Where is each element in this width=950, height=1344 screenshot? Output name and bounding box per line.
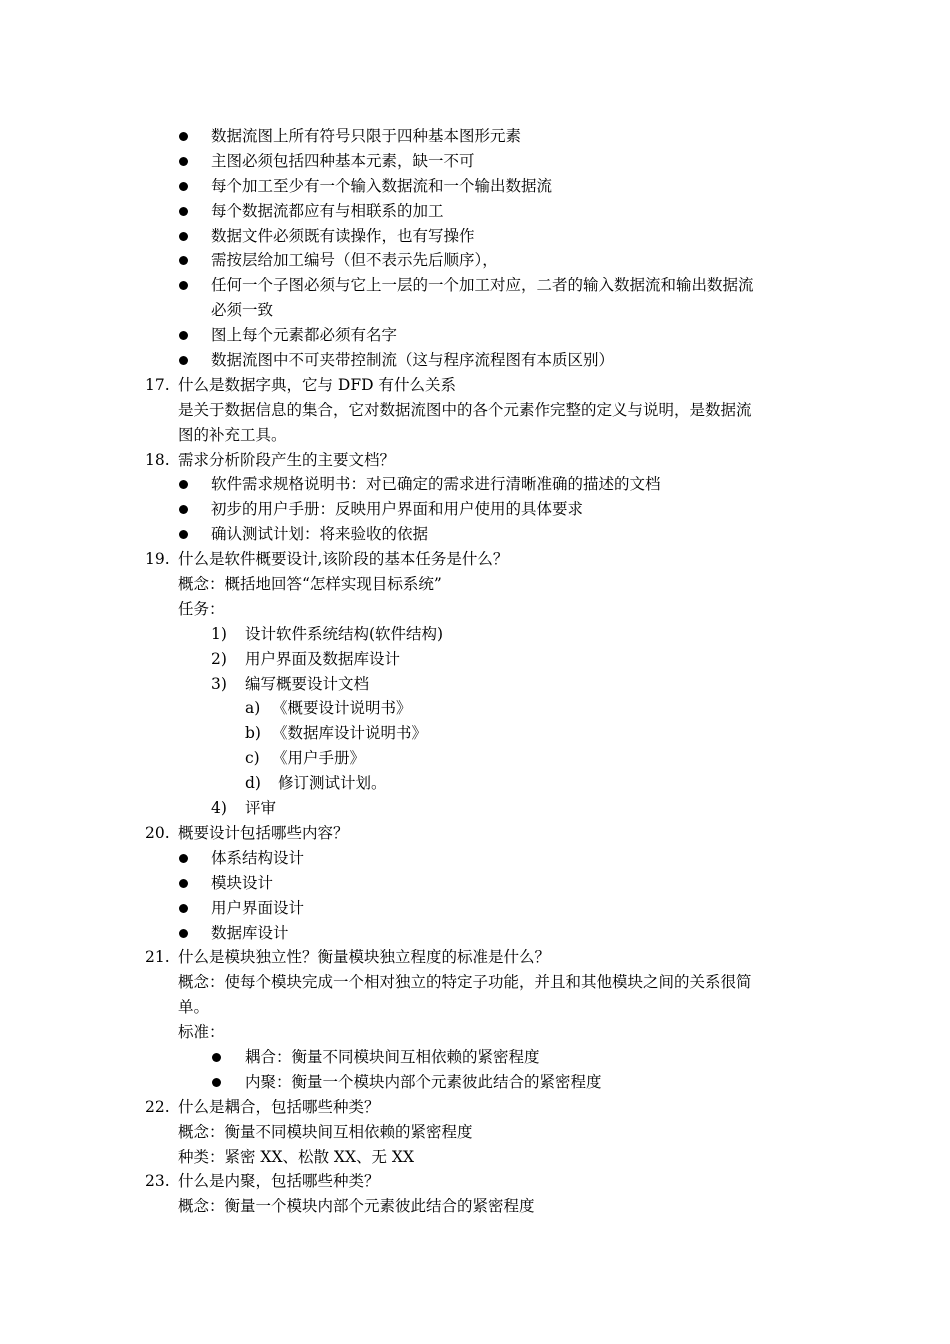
bullet-icon: [179, 256, 188, 265]
list-item: [0, 472, 950, 497]
line-text: 耦合：衡量不同模块间互相依赖的紧密程度: [245, 1047, 540, 1066]
list-item: [0, 298, 950, 323]
list-item: [0, 796, 950, 821]
line-text: 任务：: [178, 599, 225, 618]
bullet-icon: [179, 182, 188, 191]
paragraph-line: [0, 1120, 950, 1145]
line-text: 《概要设计说明书》: [272, 699, 412, 718]
bullet-icon: [179, 132, 188, 141]
list-item: [0, 1070, 950, 1095]
list-marker: 2): [211, 649, 227, 668]
line-text: 图上每个元素都必须有名字: [211, 326, 398, 345]
list-item: [0, 497, 950, 522]
bullet-icon: [179, 530, 188, 539]
line-text: 初步的用户手册：反映用户界面和用户使用的具体要求: [211, 500, 584, 519]
line-text: 概念：概括地回答“怎样实现目标系统”: [178, 575, 442, 594]
list-marker: 18.: [145, 450, 170, 469]
question-line: [0, 821, 950, 846]
list-item: [0, 746, 950, 771]
list-item: [0, 522, 950, 547]
list-item: [0, 721, 950, 746]
line-text: 数据流图中不可夹带控制流（这与程序流程图有本质区别）: [211, 351, 615, 370]
question-line: [0, 448, 950, 473]
bullet-icon: [179, 480, 188, 489]
question-line: [0, 1095, 950, 1120]
list-marker: a): [245, 699, 261, 718]
line-text: 数据库设计: [211, 923, 289, 942]
line-text: 用户界面及数据库设计: [245, 649, 401, 668]
line-text: 标准：: [178, 1023, 225, 1042]
line-text: 数据文件必须既有读操作，也有写操作: [211, 226, 475, 245]
line-text: 概要设计包括哪些内容？: [178, 823, 349, 842]
list-marker: b): [245, 724, 261, 743]
list-marker: c): [245, 749, 260, 768]
line-text: 编写概要设计文档: [245, 674, 370, 693]
list-item: [0, 224, 950, 249]
line-text: 数据流图上所有符号只限于四种基本图形元素: [211, 127, 522, 145]
paragraph-line: [0, 423, 950, 448]
list-item: [0, 174, 950, 199]
line-text: 确认测试计划：将来验收的依据: [211, 525, 429, 544]
line-text: 任何一个子图必须与它上一层的一个加工对应，二者的输入数据流和输出数据流: [211, 276, 754, 295]
line-text: 是关于数据信息的集合，它对数据流图中的各个元素作完整的定义与说明，是数据流: [178, 400, 752, 419]
list-item: [0, 1045, 950, 1070]
paragraph-line: [0, 995, 950, 1020]
bullet-icon: [179, 331, 188, 340]
list-item: [0, 896, 950, 921]
bullet-icon: [179, 232, 188, 241]
paragraph-line: [0, 970, 950, 995]
list-marker: 23.: [145, 1172, 170, 1191]
list-marker: 4): [211, 799, 227, 818]
question-line: [0, 945, 950, 970]
list-marker: 22.: [145, 1097, 170, 1116]
paragraph-line: [0, 398, 950, 423]
list-item: [0, 921, 950, 946]
line-text: 体系结构设计: [211, 848, 305, 867]
line-text: 《数据库设计说明书》: [272, 724, 428, 743]
line-text: 软件需求规格说明书：对已确定的需求进行清晰准确的描述的文档: [211, 475, 661, 494]
question-line: [0, 1169, 950, 1194]
list-item: [0, 199, 950, 224]
list-marker: 20.: [145, 823, 170, 842]
list-marker: 21.: [145, 948, 170, 967]
bullet-icon: [212, 1053, 221, 1062]
line-text: 修订测试计划。: [278, 774, 387, 793]
list-marker: 17.: [145, 375, 170, 394]
list-marker: d): [245, 774, 261, 793]
line-text: 每个数据流都应有与相联系的加工: [211, 201, 444, 220]
line-text: 什么是模块独立性？衡量模块独立程度的标准是什么？: [178, 948, 551, 967]
line-text: 什么是内聚，包括哪些种类？: [178, 1172, 380, 1191]
list-item: [0, 248, 950, 273]
list-item: [0, 846, 950, 871]
paragraph-line: [0, 1194, 950, 1219]
bullet-icon: [179, 356, 188, 365]
line-text: 单。: [178, 998, 210, 1017]
line-text: 必须一致: [211, 301, 274, 320]
paragraph-line: [0, 1145, 950, 1170]
bullet-icon: [179, 157, 188, 166]
line-text: 模块设计: [211, 873, 274, 892]
document-page: [0, 124, 950, 1219]
line-text: 种类：紧密 XX、松散 XX、无 XX: [178, 1147, 414, 1166]
line-text: 什么是耦合，包括哪些种类？: [178, 1097, 380, 1116]
paragraph-line: [0, 597, 950, 622]
line-text: 用户界面设计: [211, 898, 305, 917]
paragraph-line: [0, 572, 950, 597]
list-marker: 3): [211, 674, 227, 693]
list-marker: 19.: [145, 550, 170, 569]
line-text: 《用户手册》: [272, 749, 366, 768]
line-text: 需按层给加工编号（但不表示先后顺序），: [211, 251, 498, 270]
line-text: 设计软件系统结构(软件结构): [245, 624, 444, 643]
list-item: [0, 696, 950, 721]
line-text: 每个加工至少有一个输入数据流和一个输出数据流: [211, 176, 553, 195]
list-item: [0, 348, 950, 373]
line-text: 主图必须包括四种基本元素，缺一不可: [211, 151, 475, 170]
line-text: 需求分析阶段产生的主要文档？: [178, 450, 396, 469]
line-text: 内聚：衡量一个模块内部个元素彼此结合的紧密程度: [245, 1072, 602, 1091]
list-item: [0, 871, 950, 896]
list-marker: 1): [211, 624, 227, 643]
list-item: [0, 647, 950, 672]
bullet-icon: [179, 879, 188, 888]
list-item: [0, 771, 950, 796]
line-text: 概念：衡量一个模块内部个元素彼此结合的紧密程度: [178, 1197, 535, 1216]
bullet-icon: [179, 281, 188, 290]
line-text: 概念：使每个模块完成一个相对独立的特定子功能，并且和其他模块之间的关系很简: [178, 973, 752, 992]
line-text: 概念：衡量不同模块间互相依赖的紧密程度: [178, 1122, 473, 1141]
bullet-icon: [179, 505, 188, 514]
list-item: [0, 672, 950, 697]
line-text: 评审: [245, 799, 277, 818]
question-line: [0, 373, 950, 398]
line-text: 什么是数据字典，它与 DFD 有什么关系: [178, 375, 456, 394]
line-text: 什么是软件概要设计,该阶段的基本任务是什么？: [178, 550, 509, 569]
list-item: [0, 323, 950, 348]
bullet-icon: [179, 207, 188, 216]
bullet-icon: [179, 929, 188, 938]
question-line: [0, 547, 950, 572]
line-text: 图的补充工具。: [178, 425, 287, 444]
bullet-icon: [179, 854, 188, 863]
bullet-icon: [179, 904, 188, 913]
list-item: [0, 149, 950, 174]
bullet-icon: [212, 1078, 221, 1087]
list-item: [0, 124, 950, 149]
list-item: [0, 622, 950, 647]
list-item: [0, 273, 950, 298]
paragraph-line: [0, 1020, 950, 1045]
